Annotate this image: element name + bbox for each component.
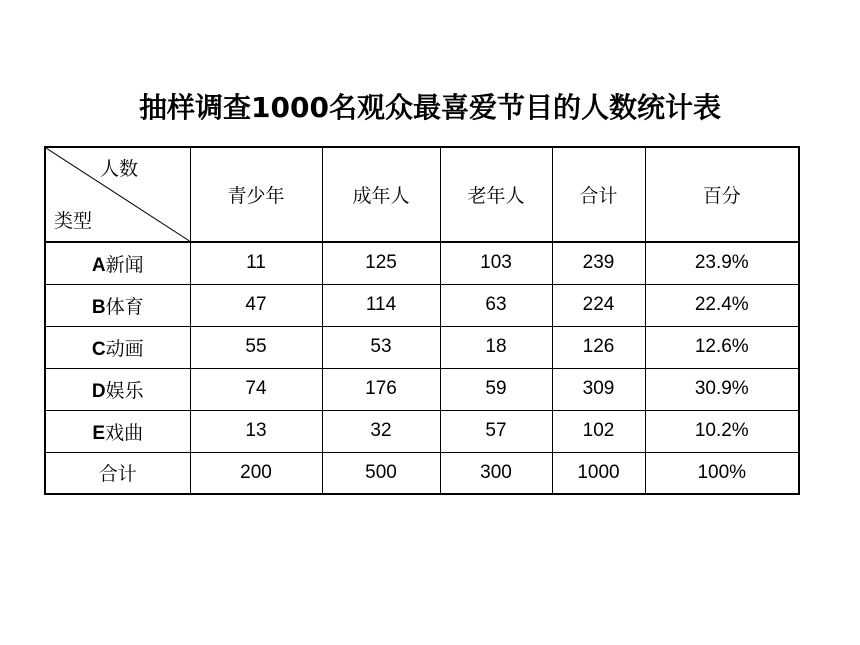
row-label-cell xyxy=(45,452,190,494)
table-cell: 114 xyxy=(322,284,440,326)
corner-count-label: 人数 xyxy=(100,158,139,180)
table-cell: 63 xyxy=(440,284,552,326)
table-row xyxy=(45,242,799,284)
row-label-cell xyxy=(45,326,190,368)
table-cell: 10.2% xyxy=(645,410,799,452)
corner-type-label: 类型 xyxy=(54,210,93,232)
row-label-cell xyxy=(45,242,190,284)
corner-header-cell xyxy=(45,147,190,242)
table-cell: 100% xyxy=(645,452,799,494)
table-cell: 300 xyxy=(440,452,552,494)
table-cell: 309 xyxy=(552,368,645,410)
row-label-prefix: C xyxy=(91,338,106,360)
table-cell: 126 xyxy=(552,326,645,368)
table-cell: 22.4% xyxy=(645,284,799,326)
table-cell: 32 xyxy=(322,410,440,452)
table-cell: 23.9% xyxy=(645,242,799,284)
table-body xyxy=(45,242,799,494)
table-cell: 239 xyxy=(552,242,645,284)
table-cell: 102 xyxy=(552,410,645,452)
row-label-prefix: D xyxy=(91,380,106,402)
row-label-text: 体育 xyxy=(105,295,144,318)
row-label-cell xyxy=(45,284,190,326)
table-cell: 13 xyxy=(190,410,322,452)
row-label-prefix: E xyxy=(92,422,106,444)
table-row xyxy=(45,368,799,410)
row-label-text: 动画 xyxy=(105,337,144,360)
table-cell: 224 xyxy=(552,284,645,326)
table-cell: 500 xyxy=(322,452,440,494)
table-row xyxy=(45,410,799,452)
table-cell: 30.9% xyxy=(645,368,799,410)
table-cell: 200 xyxy=(190,452,322,494)
table-row xyxy=(45,452,799,494)
row-label-text: 戏曲 xyxy=(105,421,144,444)
table-row xyxy=(45,284,799,326)
table-cell: 1000 xyxy=(552,452,645,494)
column-header-percent: 百分 xyxy=(645,147,799,242)
table-cell: 57 xyxy=(440,410,552,452)
row-label-text: 新闻 xyxy=(105,253,144,276)
table-cell: 53 xyxy=(322,326,440,368)
row-label-cell xyxy=(45,368,190,410)
table-row xyxy=(45,326,799,368)
table-cell: 47 xyxy=(190,284,322,326)
table-cell: 176 xyxy=(322,368,440,410)
row-label-prefix: B xyxy=(91,296,106,318)
table-cell: 12.6% xyxy=(645,326,799,368)
column-header-youth: 青少年 xyxy=(190,147,322,242)
row-label-prefix: A xyxy=(91,254,106,276)
table-cell: 18 xyxy=(440,326,552,368)
column-header-senior: 老年人 xyxy=(440,147,552,242)
table-cell: 103 xyxy=(440,242,552,284)
row-label-text: 合计 xyxy=(98,463,137,486)
table-title: 抽样调查1000名观众最喜爱节目的人数统计表 xyxy=(139,91,721,124)
statistics-table xyxy=(44,146,800,495)
table-cell: 55 xyxy=(190,326,322,368)
row-label-cell xyxy=(45,410,190,452)
row-label-text: 娱乐 xyxy=(105,379,144,402)
table-cell: 11 xyxy=(190,242,322,284)
column-header-total: 合计 xyxy=(552,147,645,242)
header-row xyxy=(45,147,799,242)
table-cell: 59 xyxy=(440,368,552,410)
table-cell: 74 xyxy=(190,368,322,410)
column-header-adult: 成年人 xyxy=(322,147,440,242)
table-cell: 125 xyxy=(322,242,440,284)
